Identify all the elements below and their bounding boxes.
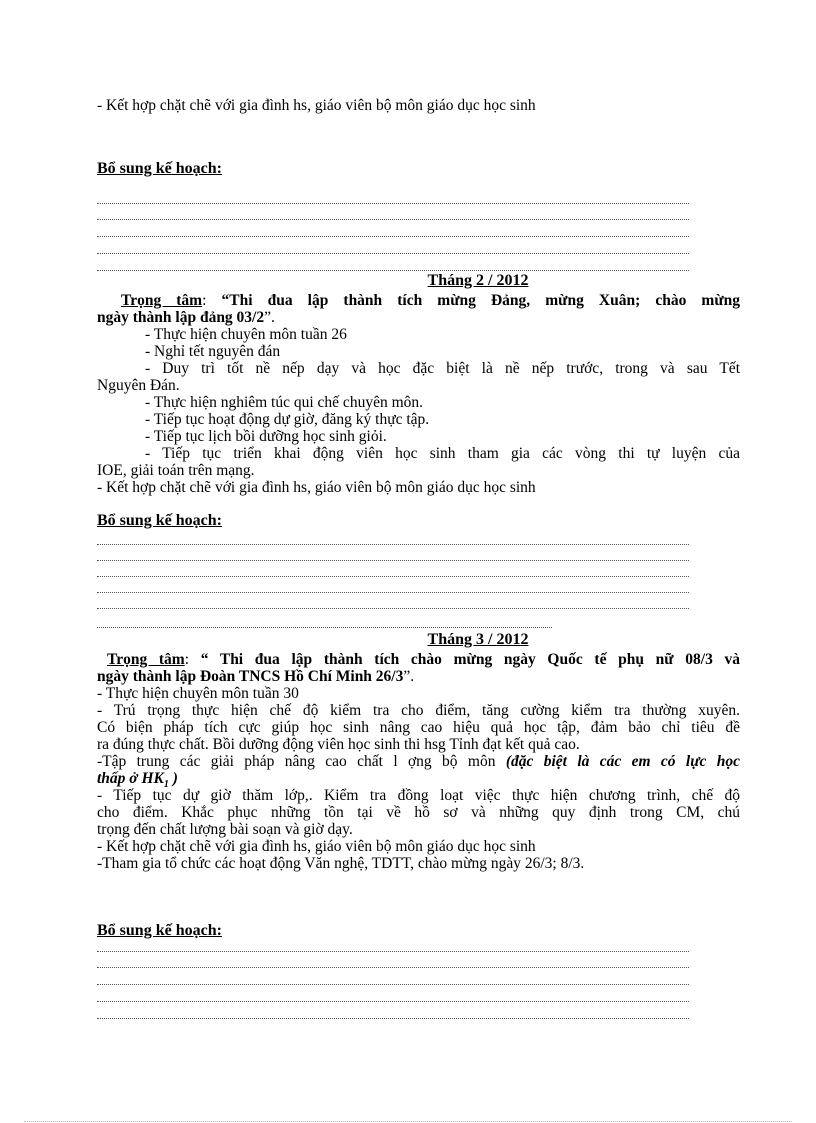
march-item-2: - Trú trọng thực hiện chế độ kiểm tra cho điểm, tăng cường kiểm tra thường xuyên.	[97, 702, 740, 719]
february-item-3: - Duy trì tốt nề nếp dạy và học đặc biệt là nề nếp trước, trong và sau Tết	[145, 360, 740, 377]
march-focus-text-2: ngày thành lập Đoàn TNCS Hồ Chí Minh 26/3	[97, 668, 404, 685]
february-focus-line-1	[97, 292, 740, 309]
fill-line	[97, 544, 689, 546]
february-title: Tháng 2 / 2012	[427, 272, 529, 289]
fill-line	[97, 984, 689, 986]
march-item-1: - Thực hiện chuyên môn tuần 30	[97, 685, 299, 702]
february-item-1: - Thực hiện chuyên môn tuần 26	[145, 326, 347, 343]
fill-line	[97, 967, 689, 969]
page-bottom-rule	[24, 1121, 792, 1122]
february-item-8: - Kết hợp chặt chẽ với gia đình hs, giáo viên bộ môn giáo dục học sinh	[97, 479, 536, 496]
march-item-3-close: )	[168, 770, 178, 787]
march-item-3-cont-text: thấp ở HK	[97, 770, 164, 787]
march-item-2-cont-2: ra đúng thực chất. Bồi dưỡng động viên học sinh thi hsg Tỉnh đạt kết quả cao.	[97, 736, 580, 753]
march-item-3-text: -Tập trung các giải pháp nâng cao chất l ợng bộ môn	[97, 753, 506, 770]
march-item-6: -Tham gia tổ chức các hoạt động Văn nghệ, TDTT, chào mừng ngày 26/3; 8/3.	[97, 855, 585, 872]
fill-line	[97, 560, 689, 562]
february-focus-text-1: “Thi đua lập thành tích mừng Đảng, mừng Xuân; chào mừng	[221, 292, 740, 309]
february-focus-text-2: ngày thành lập đảng 03/2	[97, 309, 265, 326]
march-item-3	[97, 753, 740, 770]
march-item-2-cont-1: Có biện pháp tích cực giúp học sinh nâng cao hiệu quả học tập, đảm bảo chỉ tiêu đề	[97, 719, 740, 736]
march-focus-label: Trọng tâm	[107, 651, 185, 668]
march-item-5: - Kết hợp chặt chẽ với gia đình hs, giáo viên bộ môn giáo dục học sinh	[97, 838, 536, 855]
february-focus-label: Trọng tâm	[121, 292, 203, 309]
march-item-3-italic: (đặc biệt là các em có lực học	[505, 753, 740, 770]
march-focus-text-1: “ Thi đua lập thành tích chào mừng ngày Quốc tế phụ nữ 08/3 và	[200, 651, 741, 668]
fill-line	[97, 608, 689, 610]
february-item-4: - Thực hiện nghiêm túc qui chế chuyên môn.	[145, 394, 424, 411]
fill-line	[97, 1001, 689, 1003]
fill-line	[97, 592, 689, 594]
march-focus-end: ”.	[403, 668, 415, 685]
fill-line	[97, 951, 689, 953]
february-item-6: - Tiếp tục lịch bồi dưỡng học sinh giỏi.	[145, 428, 387, 445]
fill-line	[97, 236, 689, 238]
february-focus-line-2	[97, 309, 275, 326]
fill-line	[97, 627, 552, 629]
fill-line	[97, 219, 689, 221]
fill-line	[97, 576, 689, 578]
march-item-4-cont-2: trọng đến chất lượng bài soạn và giờ dạy.	[97, 821, 353, 838]
march-focus-sep: :	[184, 651, 201, 668]
supplement-heading-1: Bổ sung kế hoạch:	[97, 160, 222, 177]
february-focus-end: ”.	[264, 309, 275, 326]
supplement-heading-3: Bổ sung kế hoạch:	[97, 922, 222, 939]
march-title: Tháng 3 / 2012	[427, 631, 529, 648]
march-item-4-cont-1: cho điểm. Khắc phục những tồn tại về hồ sơ và những quy định trong CM, chú	[97, 804, 740, 821]
fill-line	[97, 1018, 689, 1020]
february-item-3-cont: Nguyên Đán.	[97, 377, 180, 394]
february-item-7-cont: IOE, giải toán trên mạng.	[97, 462, 255, 479]
supplement-heading-2: Bổ sung kế hoạch:	[97, 512, 222, 529]
february-item-5: - Tiếp tục hoạt động dự giờ, đăng ký thực tập.	[145, 411, 430, 428]
february-focus-sep: :	[202, 292, 222, 309]
march-focus-line-2	[97, 668, 414, 685]
february-item-7: - Tiếp tục triển khai động viên học sinh tham gia các vòng thi tự luyện của	[145, 445, 740, 462]
top-coordination-line: - Kết hợp chặt chẽ với gia đình hs, giáo viên bộ môn giáo dục học sinh	[97, 97, 536, 114]
march-item-3-subscript: 1	[163, 779, 169, 791]
march-focus-line-1	[97, 651, 740, 668]
march-item-4: - Tiếp tục dự giờ thăm lớp,. Kiểm tra đồng loạt việc thực hiện chương trình, chế độ	[97, 787, 740, 804]
fill-line	[97, 253, 689, 255]
february-item-2: - Nghỉ tết nguyên đán	[145, 343, 281, 360]
fill-line	[97, 203, 689, 205]
